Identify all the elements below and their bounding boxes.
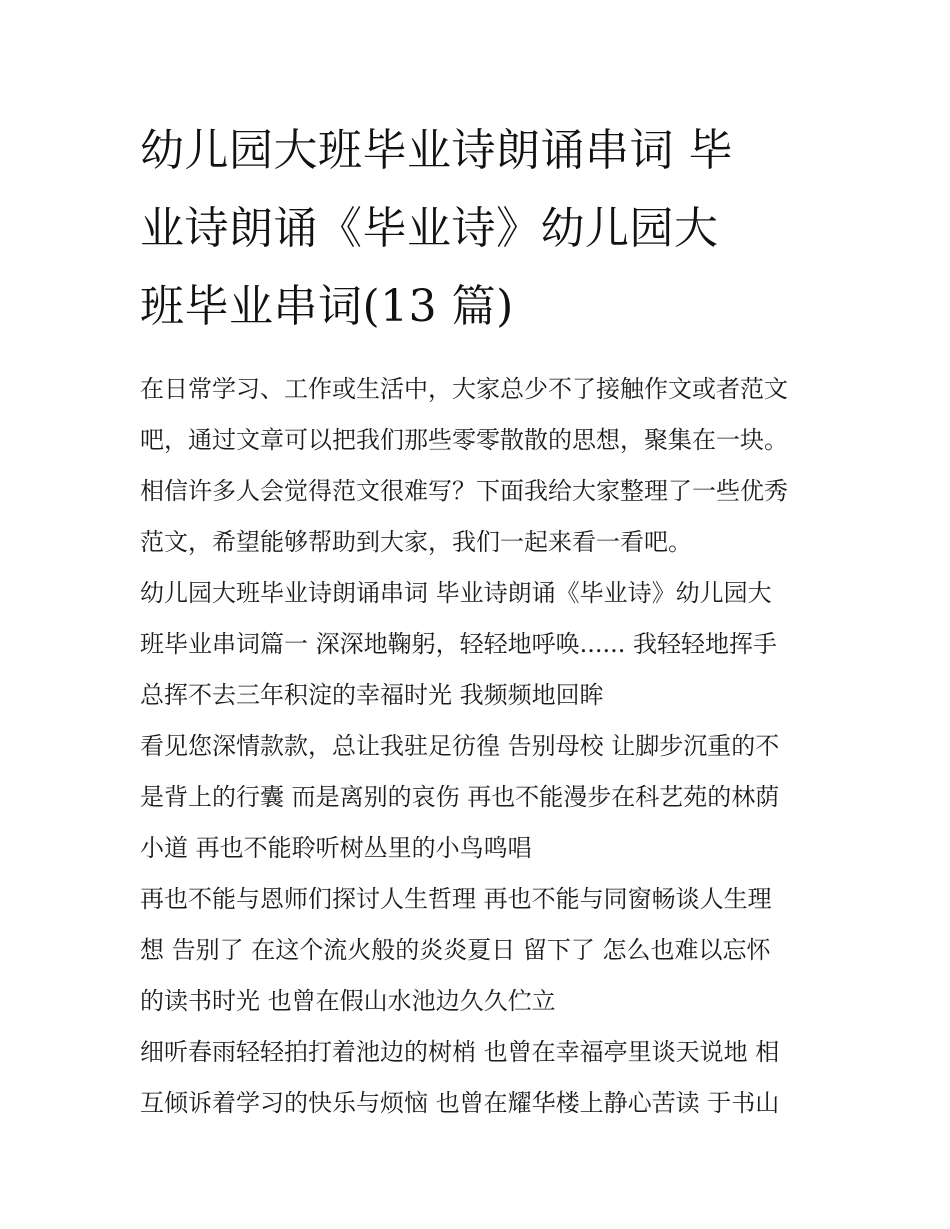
body-line: 是背上的行囊 而是离别的哀伤 再也不能漫步在科艺苑的林荫 <box>140 783 780 811</box>
body-line: 吧，通过文章可以把我们那些零零散散的思想，聚集在一块。 <box>140 426 788 454</box>
document-page <box>140 112 812 1129</box>
document-body <box>140 364 812 1129</box>
body-line: 看见您深情款款，总让我驻足彷徨 告别母校 让脚步沉重的不 <box>140 732 780 760</box>
body-line: 在日常学习、工作或生活中，大家总少不了接触作文或者范文 <box>140 375 788 403</box>
body-line: 班毕业串词篇一 深深地鞠躬，轻轻地呼唤...... 我轻轻地挥手 <box>140 630 778 658</box>
body-line: 的读书时光 也曾在假山水池边久久伫立 <box>140 987 556 1015</box>
body-line: 再也不能与恩师们探讨人生哲理 再也不能与同窗畅谈人生理 <box>140 885 772 913</box>
body-line: 细听春雨轻轻拍打着池边的树梢 也曾在幸福亭里谈天说地 相 <box>140 1038 780 1066</box>
document-title <box>140 112 812 346</box>
body-line: 小道 再也不能聆听树丛里的小鸟鸣唱 <box>140 834 532 862</box>
body-line: 互倾诉着学习的快乐与烦恼 也曾在耀华楼上静心苦读 于书山 <box>140 1089 780 1117</box>
title-line: 业诗朗诵《毕业诗》幼儿园大 <box>140 203 719 254</box>
body-line: 总挥不去三年积淀的幸福时光 我频频地回眸 <box>140 681 604 709</box>
title-line: 班毕业串词(13 篇) <box>140 281 514 332</box>
body-line: 范文，希望能够帮助到大家，我们一起来看一看吧。 <box>140 528 692 556</box>
body-line: 相信许多人会觉得范文很难写？下面我给大家整理了一些优秀 <box>140 477 788 505</box>
body-line: 想 告别了 在这个流火般的炎炎夏日 留下了 怎么也难以忘怀 <box>140 936 771 964</box>
title-line: 幼儿园大班毕业诗朗诵串词 毕 <box>140 125 733 176</box>
body-line: 幼儿园大班毕业诗朗诵串词 毕业诗朗诵《毕业诗》幼儿园大 <box>140 579 772 607</box>
